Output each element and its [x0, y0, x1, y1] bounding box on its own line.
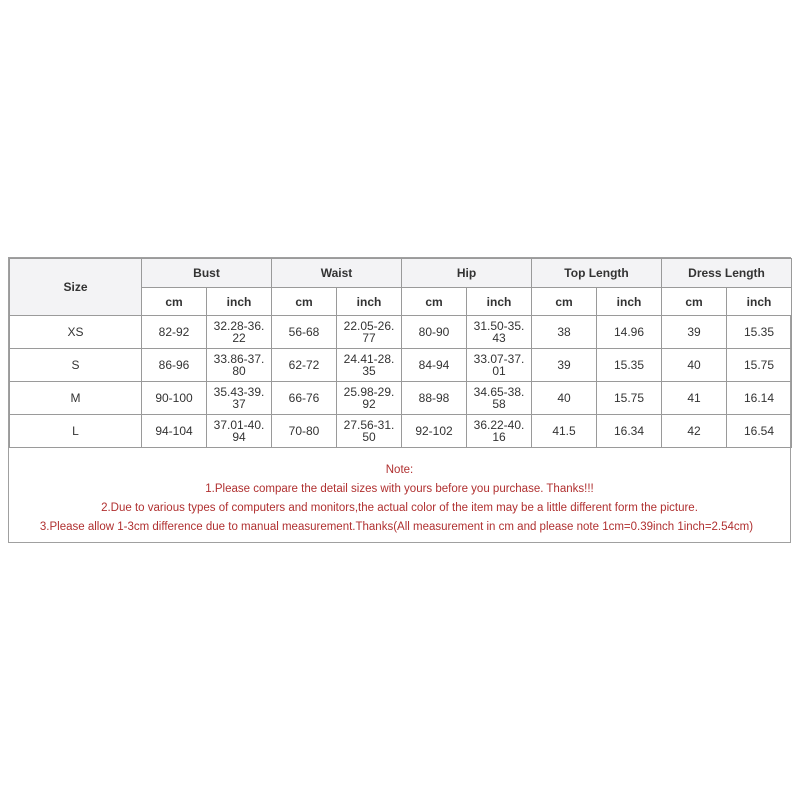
table-cell: 39 [532, 349, 597, 382]
size-cell: S [10, 349, 142, 382]
table-cell: 27.56-31. 50 [337, 415, 402, 448]
table-cell: 31.50-35. 43 [467, 316, 532, 349]
size-cell: M [10, 382, 142, 415]
table-cell: 16.34 [597, 415, 662, 448]
unit-header: inch [337, 288, 402, 316]
unit-header: cm [402, 288, 467, 316]
table-row [10, 415, 792, 448]
unit-header: inch [597, 288, 662, 316]
table-cell: 32.28-36. 22 [207, 316, 272, 349]
table-cell: 34.65-38. 58 [467, 382, 532, 415]
table-cell: 94-104 [142, 415, 207, 448]
table-cell: 15.35 [597, 349, 662, 382]
table-cell: 15.35 [727, 316, 792, 349]
unit-header: inch [467, 288, 532, 316]
table-cell: 33.86-37. 80 [207, 349, 272, 382]
table-cell: 86-96 [142, 349, 207, 382]
size-table [9, 258, 792, 448]
table-cell: 40 [532, 382, 597, 415]
unit-header: cm [272, 288, 337, 316]
bust-header: Bust [142, 259, 272, 288]
dress-length-header: Dress Length [662, 259, 792, 288]
table-cell: 15.75 [597, 382, 662, 415]
note-line: 3.Please allow 1-3cm difference due to manual measurement.Thanks(All measurement in cm and please note 1cm=0.39inch 1inch=2.54cm) [39, 521, 754, 533]
table-cell: 84-94 [402, 349, 467, 382]
table-cell: 14.96 [597, 316, 662, 349]
notes [9, 448, 790, 537]
table-cell: 62-72 [272, 349, 337, 382]
unit-header: cm [142, 288, 207, 316]
table-cell: 22.05-26. 77 [337, 316, 402, 349]
size-cell: L [10, 415, 142, 448]
table-cell: 42 [662, 415, 727, 448]
table-cell: 24.41-28. 35 [337, 349, 402, 382]
note-line: 2.Due to various types of computers and monitors,the actual color of the item may be a little different form the picture. [101, 502, 698, 514]
size-header: Size [10, 259, 142, 316]
table-cell: 39 [662, 316, 727, 349]
table-cell: 80-90 [402, 316, 467, 349]
table-cell: 82-92 [142, 316, 207, 349]
table-cell: 25.98-29. 92 [337, 382, 402, 415]
table-cell: 70-80 [272, 415, 337, 448]
table-cell: 88-98 [402, 382, 467, 415]
table-cell: 90-100 [142, 382, 207, 415]
table-cell: 16.54 [727, 415, 792, 448]
table-cell: 36.22-40. 16 [467, 415, 532, 448]
table-cell: 56-68 [272, 316, 337, 349]
table-cell: 41 [662, 382, 727, 415]
unit-header: inch [207, 288, 272, 316]
hip-header: Hip [402, 259, 532, 288]
unit-header: cm [662, 288, 727, 316]
table-cell: 15.75 [727, 349, 792, 382]
unit-header: cm [532, 288, 597, 316]
waist-header: Waist [272, 259, 402, 288]
table-cell: 16.14 [727, 382, 792, 415]
table-row [10, 316, 792, 349]
note-line: 1.Please compare the detail sizes with yours before you purchase. Thanks!!! [205, 483, 594, 495]
size-chart [8, 257, 791, 543]
table-cell: 41.5 [532, 415, 597, 448]
table-row [10, 382, 792, 415]
table-cell: 35.43-39. 37 [207, 382, 272, 415]
table-cell: 37.01-40. 94 [207, 415, 272, 448]
table-row [10, 349, 792, 382]
table-cell: 33.07-37. 01 [467, 349, 532, 382]
notes-title: Note: [385, 464, 414, 476]
unit-header: inch [727, 288, 792, 316]
table-cell: 66-76 [272, 382, 337, 415]
size-cell: XS [10, 316, 142, 349]
group-header-row [10, 259, 792, 288]
top-length-header: Top Length [532, 259, 662, 288]
table-cell: 92-102 [402, 415, 467, 448]
table-cell: 40 [662, 349, 727, 382]
table-cell: 38 [532, 316, 597, 349]
